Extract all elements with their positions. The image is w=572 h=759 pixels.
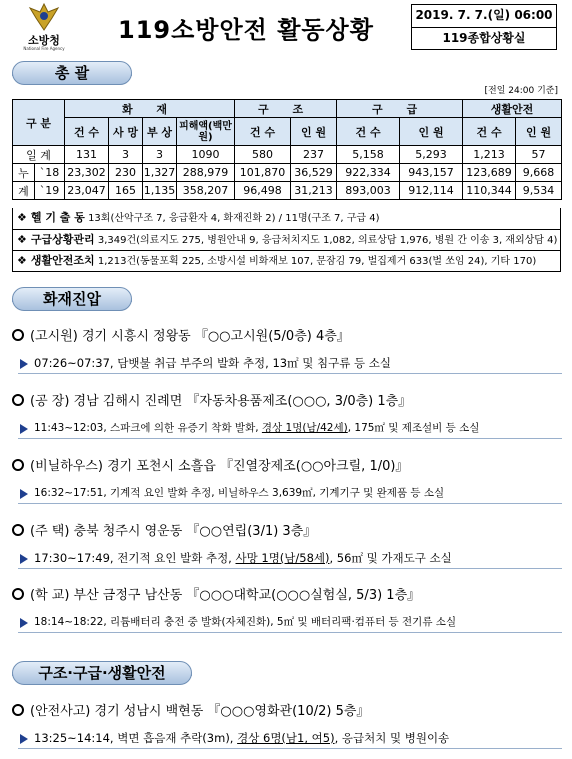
cell: 1090	[177, 146, 235, 164]
rescue-incident	[12, 702, 562, 749]
incident-detail	[18, 729, 562, 749]
agency-logo	[12, 2, 76, 54]
info-title: 구급상황관리	[30, 233, 95, 246]
incident-casualty: 경상 1명(남/42세)	[261, 422, 348, 434]
incident-desc: 리튬배터리 충전 중 발화(자체진화), 5㎡ 및 배터리팩·컴퓨터 등 전기류 소실	[110, 616, 457, 628]
incident-desc: 담뱃불 취급 부주의 발화 추정, 13㎡ 및 침구류 등 소실	[117, 356, 391, 370]
incident-type: (안전사고)	[30, 704, 91, 719]
diamond-icon: ❖	[17, 254, 27, 267]
base-note: [전일 24:00 기준]	[484, 86, 558, 96]
incident-head	[12, 392, 562, 412]
incident-detail	[18, 613, 562, 633]
circle-bullet-icon	[12, 459, 24, 471]
incident-location: 경기 시흥시 정왕동	[81, 329, 191, 344]
diamond-icon: ❖	[17, 233, 27, 246]
cell: 288,979	[177, 164, 235, 182]
col-header: 인 원	[516, 118, 562, 146]
cell: 893,003	[337, 182, 400, 200]
triangle-bullet-icon	[20, 554, 28, 564]
incident-head	[12, 522, 562, 542]
incident-location: 경기 포천시 소흘읍	[107, 459, 216, 474]
section-rescue: 구조·구급·생활안전	[12, 661, 192, 685]
diamond-icon: ❖	[17, 211, 27, 224]
fire-incident	[12, 522, 562, 569]
cell: 101,870	[235, 164, 291, 182]
incident-place: 『○○○대학교(○○○실험실, 5/3) 1층』	[186, 588, 421, 603]
fire-incident	[12, 457, 562, 504]
circle-bullet-icon	[12, 704, 24, 716]
cell: 912,114	[400, 182, 463, 200]
incident-place: 『자동차용품제조(○○○, 3/0층) 1층』	[186, 394, 412, 409]
table-row	[13, 182, 562, 200]
incident-desc: 기계적 요인 발화 추정, 비닐하우스 3,639㎡, 기계기구 및 완제품 등 소실	[110, 487, 445, 499]
cell: 9,668	[516, 164, 562, 182]
info-title: 헬 기 출 동	[30, 211, 85, 224]
row-sublabel: `18	[35, 164, 65, 182]
cell: 230	[109, 164, 143, 182]
cell: 358,207	[177, 182, 235, 200]
incident-desc-rest: , 56㎡ 및 가재도구 소실	[329, 551, 452, 565]
col-header: 인 원	[400, 118, 463, 146]
logo-subtext: National Fire Agency	[23, 46, 65, 51]
incident-type: (고시원)	[30, 329, 78, 344]
triangle-bullet-icon	[20, 734, 28, 744]
table-row	[13, 164, 562, 182]
incident-time: 07:26~07:37,	[34, 356, 114, 370]
info-text: 3,349건(의료지도 275, 병원안내 9, 응급처치지도 1,082, 의료상담 1,976, 병원 간 이송 3, 재외상담 4)	[97, 235, 558, 246]
incident-detail	[18, 419, 562, 439]
info-row-safety	[13, 250, 560, 271]
cell: 3	[109, 146, 143, 164]
incident-type: (비닐하우스)	[30, 459, 103, 474]
cell: 36,529	[291, 164, 337, 182]
circle-bullet-icon	[12, 329, 24, 341]
incident-detail	[18, 549, 562, 569]
group-fire: 화 재	[65, 100, 235, 118]
incident-location: 경남 김해시 진례면	[73, 394, 183, 409]
row-label: 누	[13, 164, 35, 182]
section-fire: 화재진압	[12, 287, 132, 311]
cell: 1,327	[143, 164, 177, 182]
incident-desc: 전기적 요인 발화 추정,	[117, 551, 232, 565]
circle-bullet-icon	[12, 524, 24, 536]
date-box	[411, 4, 557, 50]
row-sublabel: `19	[35, 182, 65, 200]
cell: 96,498	[235, 182, 291, 200]
cell: 31,213	[291, 182, 337, 200]
incident-desc-rest: , 응급처치 및 병원이송	[334, 731, 450, 745]
incident-location: 경기 성남시 백현동	[94, 704, 204, 719]
group-ems: 구 급	[337, 100, 463, 118]
incident-desc-rest: , 175㎡ 및 제조설비 등 소실	[347, 422, 480, 434]
cell: 123,689	[463, 164, 516, 182]
incident-location: 부산 금정구 남산동	[73, 588, 183, 603]
col-header: 건 수	[65, 118, 109, 146]
incident-casualty: 경상 6명(남1, 여5)	[237, 731, 335, 745]
col-header: 건 수	[463, 118, 516, 146]
info-text: 13회(산악구조 7, 응급환자 4, 화재진화 2) / 11명(구조 7, 구급 4)	[88, 213, 380, 224]
incident-detail	[18, 354, 562, 374]
cell: 165	[109, 182, 143, 200]
incident-head	[12, 457, 562, 477]
incident-type: (공 장)	[30, 394, 70, 409]
incident-time: 11:43~12:03,	[34, 422, 107, 434]
info-row-ems	[13, 229, 560, 250]
cell: 943,157	[400, 164, 463, 182]
info-row-helicopter	[13, 208, 560, 229]
cell: 237	[291, 146, 337, 164]
incident-time: 17:30~17:49,	[34, 551, 114, 565]
incident-place: 『○○연립(3/1) 3층』	[186, 524, 317, 539]
incident-head	[12, 702, 562, 722]
incident-time: 18:14~18:22,	[34, 616, 107, 628]
report-date: 2019. 7. 7.(일) 06:00	[415, 8, 553, 22]
col-header: 사 망	[109, 118, 143, 146]
cell: 1,213	[463, 146, 516, 164]
emblem-icon	[24, 2, 64, 32]
fire-incident	[12, 586, 562, 633]
table-row	[13, 146, 562, 164]
cell: 57	[516, 146, 562, 164]
triangle-bullet-icon	[20, 489, 28, 499]
row-label: 일 계	[13, 146, 65, 164]
col-header: 건 수	[235, 118, 291, 146]
incident-place: 『○○○영화관(10/2) 5층』	[207, 704, 370, 719]
cell: 23,302	[65, 164, 109, 182]
triangle-bullet-icon	[20, 359, 28, 369]
incident-location: 충북 청주시 영운동	[73, 524, 183, 539]
group-safety: 생활안전	[463, 100, 562, 118]
info-text: 1,213건(동물포획 225, 소방시설 비화재보 107, 문잠김 79, 벌집제거 633(벌 쏘임 24), 기타 170)	[97, 256, 537, 267]
incident-time: 13:25~14:14,	[34, 731, 114, 745]
cell: 131	[65, 146, 109, 164]
table-corner: 구 분	[13, 100, 65, 146]
info-rows	[12, 208, 561, 272]
circle-bullet-icon	[12, 394, 24, 406]
col-header: 부 상	[143, 118, 177, 146]
cell: 580	[235, 146, 291, 164]
circle-bullet-icon	[12, 588, 24, 600]
col-header: 피해액(백만원)	[177, 118, 235, 146]
incident-place: 『○○고시원(5/0층) 4층』	[194, 329, 350, 344]
cell: 3	[143, 146, 177, 164]
cell: 110,344	[463, 182, 516, 200]
stats-table	[12, 99, 562, 200]
report-header	[0, 0, 572, 58]
incident-desc: 스파크에 의한 유증기 착화 발화,	[110, 422, 259, 434]
incident-time: 16:32~17:51,	[34, 487, 107, 499]
triangle-bullet-icon	[20, 618, 28, 628]
cell: 5,158	[337, 146, 400, 164]
incident-type: (주 택)	[30, 524, 70, 539]
col-header: 건 수	[337, 118, 400, 146]
group-rescue: 구 조	[235, 100, 337, 118]
incident-desc: 벽면 흡음재 추락(3m),	[117, 731, 234, 745]
incident-place: 『진열장제조(○○아크릴, 1/0)』	[219, 459, 409, 474]
cell: 922,334	[337, 164, 400, 182]
cell: 23,047	[65, 182, 109, 200]
section-summary: 총 괄	[12, 61, 132, 85]
fire-incident	[12, 327, 562, 374]
incident-casualty: 사망 1명(남/58세)	[235, 551, 330, 565]
triangle-bullet-icon	[20, 424, 28, 434]
cell: 9,534	[516, 182, 562, 200]
page-title: 119소방안전 활동상황	[118, 16, 374, 44]
fire-incident	[12, 392, 562, 439]
incident-head	[12, 327, 562, 347]
incident-type: (학 교)	[30, 588, 70, 603]
incident-detail	[18, 484, 562, 504]
info-title: 생활안전조치	[30, 254, 95, 267]
cell: 1,135	[143, 182, 177, 200]
incident-head	[12, 586, 562, 606]
col-header: 인 원	[291, 118, 337, 146]
cell: 5,293	[400, 146, 463, 164]
report-office: 119종합상황실	[412, 27, 556, 49]
row-label: 계	[13, 182, 35, 200]
logo-text: 소방청	[28, 34, 60, 47]
